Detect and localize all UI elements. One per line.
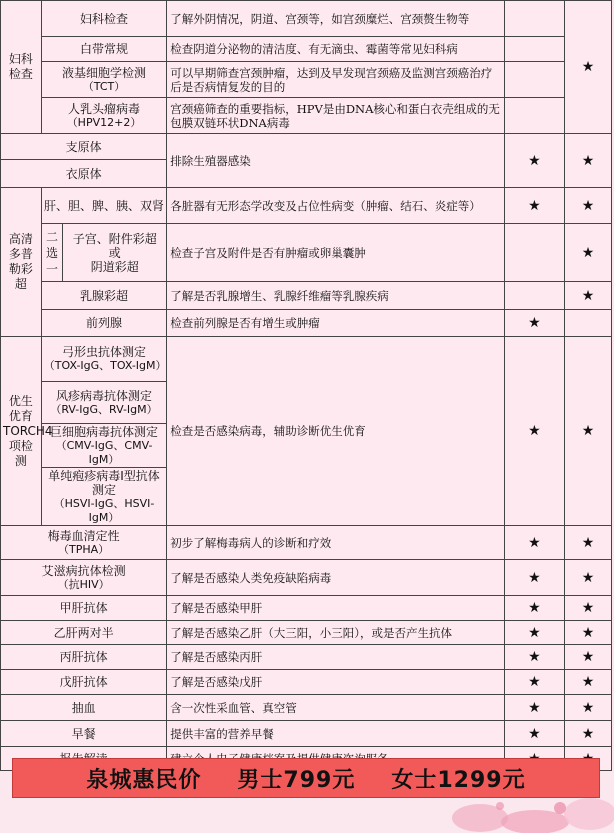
choose-one-label: 二选一 bbox=[41, 224, 62, 282]
item-code: （HSVI-IgG、HSVI-IgM） bbox=[53, 496, 155, 524]
male-price: 男士799元 bbox=[237, 767, 356, 793]
item-desc: 了解是否感染乙肝（大三阳，小三阳），或是否产生抗体 bbox=[167, 621, 505, 645]
male-cell bbox=[504, 224, 564, 282]
male-star: ★ bbox=[504, 621, 564, 645]
item-name: 风疹病毒抗体测定 bbox=[56, 388, 153, 403]
female-star: ★ bbox=[565, 224, 612, 282]
male-cell bbox=[504, 62, 564, 98]
table-row bbox=[1, 98, 612, 134]
category-torch: 优生优育TORCH4项检测 bbox=[1, 337, 42, 526]
table-row bbox=[1, 337, 612, 382]
male-star: ★ bbox=[504, 560, 564, 596]
female-cell bbox=[565, 310, 612, 337]
table-row bbox=[1, 188, 612, 224]
item-name: 戊肝抗体 bbox=[1, 670, 167, 695]
female-star: ★ bbox=[565, 645, 612, 670]
table-row bbox=[1, 310, 612, 337]
category-ultrasound: 高清多普勒彩超 bbox=[1, 188, 42, 337]
table-row bbox=[1, 526, 612, 560]
item-name: 乙肝两对半 bbox=[1, 621, 167, 645]
item-name: 艾滋病抗体检测 bbox=[41, 563, 126, 578]
item-name: 前列腺 bbox=[41, 310, 166, 337]
table-row bbox=[1, 695, 612, 721]
table-row bbox=[1, 621, 612, 645]
item-code: （CMV-IgG、CMV-IgM） bbox=[55, 438, 153, 466]
item-name: 肝、胆、脾、胰、双肾 bbox=[41, 188, 166, 224]
item-desc: 排除生殖器感染 bbox=[167, 134, 505, 188]
item-code: （TCT） bbox=[82, 79, 126, 93]
item-name: 巨细胞病毒抗体测定 bbox=[50, 424, 159, 439]
item-name-cell bbox=[41, 468, 166, 526]
table-row bbox=[1, 645, 612, 670]
item-desc: 检查子宫及附件是否有肿瘤或卵巢囊肿 bbox=[167, 224, 505, 282]
male-star: ★ bbox=[504, 526, 564, 560]
item-name-or: 或 bbox=[108, 245, 121, 260]
item-name: 单纯疱疹病毒Ⅰ型抗体 bbox=[48, 468, 160, 483]
female-star: ★ bbox=[565, 1, 612, 134]
item-name: 子宫、附件彩超 bbox=[72, 231, 157, 246]
male-star: ★ bbox=[504, 596, 564, 621]
male-star: ★ bbox=[504, 695, 564, 721]
item-desc: 了解外阴情况，阴道、宫颈等，如宫颈糜烂、宫颈赘生物等 bbox=[167, 1, 505, 37]
item-name-cont: 测定 bbox=[92, 482, 117, 497]
male-star: ★ bbox=[504, 337, 564, 526]
item-desc: 了解是否感染丙肝 bbox=[167, 645, 505, 670]
table-row bbox=[1, 670, 612, 695]
item-name: 弓形虫抗体测定 bbox=[62, 345, 147, 359]
item-name: 丙肝抗体 bbox=[1, 645, 167, 670]
item-desc: 检查是否感染病毒，辅助诊断优生优育 bbox=[167, 337, 505, 526]
table-row bbox=[1, 37, 612, 62]
female-star: ★ bbox=[565, 134, 612, 188]
item-name-cell bbox=[63, 224, 167, 282]
female-star: ★ bbox=[565, 695, 612, 721]
table-row bbox=[1, 721, 612, 747]
item-code: （抗HIV） bbox=[57, 577, 110, 591]
item-name-cell bbox=[41, 382, 166, 424]
item-desc: 检查前列腺是否有增生或肿瘤 bbox=[167, 310, 505, 337]
item-desc: 了解是否感染甲肝 bbox=[167, 596, 505, 621]
male-star: ★ bbox=[504, 134, 564, 188]
item-name-cell bbox=[41, 424, 166, 468]
item-name: 妇科检查 bbox=[41, 1, 166, 37]
item-desc: 检查阴道分泌物的清洁度、有无滴虫、霉菌等常见妇科病 bbox=[167, 37, 505, 62]
item-name: 支原体 bbox=[1, 134, 167, 160]
male-cell bbox=[504, 98, 564, 134]
table-row bbox=[1, 560, 612, 596]
female-star: ★ bbox=[565, 526, 612, 560]
item-code: （TOX-IgG、TOX-IgM） bbox=[43, 359, 167, 372]
item-name-alt: 阴道彩超 bbox=[90, 259, 139, 274]
male-star: ★ bbox=[504, 310, 564, 337]
item-code: （HPV12+2） bbox=[66, 115, 142, 129]
female-star: ★ bbox=[565, 670, 612, 695]
female-star: ★ bbox=[565, 188, 612, 224]
item-name: 甲肝抗体 bbox=[1, 596, 167, 621]
female-star: ★ bbox=[565, 721, 612, 747]
male-star: ★ bbox=[504, 721, 564, 747]
table-row bbox=[1, 1, 612, 37]
male-cell bbox=[504, 282, 564, 310]
female-star: ★ bbox=[565, 337, 612, 526]
item-name: 早餐 bbox=[1, 721, 167, 747]
item-desc: 初步了解梅毒病人的诊断和疗效 bbox=[167, 526, 505, 560]
female-star: ★ bbox=[565, 621, 612, 645]
table-row bbox=[1, 282, 612, 310]
table-row bbox=[1, 224, 612, 282]
male-star: ★ bbox=[504, 670, 564, 695]
item-name-cell bbox=[41, 337, 166, 382]
item-name: 抽血 bbox=[1, 695, 167, 721]
item-name-cell bbox=[1, 526, 167, 560]
table-row bbox=[1, 134, 612, 160]
item-desc: 提供丰富的营养早餐 bbox=[167, 721, 505, 747]
item-desc: 了解是否乳腺增生、乳腺纤维瘤等乳腺疾病 bbox=[167, 282, 505, 310]
table-row bbox=[1, 596, 612, 621]
male-cell bbox=[504, 1, 564, 37]
item-name-cell bbox=[41, 62, 166, 98]
item-name: 白带常规 bbox=[41, 37, 166, 62]
category-gyn: 妇科检查 bbox=[1, 1, 42, 134]
price-banner bbox=[12, 758, 600, 798]
item-name: 液基细胞学检测 bbox=[62, 65, 147, 80]
item-name-cell bbox=[1, 560, 167, 596]
flower-icon bbox=[440, 796, 614, 829]
item-name: 乳腺彩超 bbox=[41, 282, 166, 310]
female-star: ★ bbox=[565, 596, 612, 621]
item-code: （RV-IgG、RV-IgM） bbox=[50, 402, 158, 416]
female-star: ★ bbox=[565, 282, 612, 310]
item-desc: 含一次性采血管、真空管 bbox=[167, 695, 505, 721]
item-desc: 各脏器有无形态学改变及占位性病变（肿瘤、结石、炎症等） bbox=[167, 188, 505, 224]
item-name-cell bbox=[41, 98, 166, 134]
female-price: 女士1299元 bbox=[391, 767, 526, 793]
table-row bbox=[1, 62, 612, 98]
item-name: 衣原体 bbox=[1, 160, 167, 188]
item-desc: 了解是否感染戊肝 bbox=[167, 670, 505, 695]
item-code: （TPHA） bbox=[58, 542, 110, 556]
male-star: ★ bbox=[504, 188, 564, 224]
flower-decoration bbox=[440, 796, 614, 829]
banner-title: 泉城惠民价 bbox=[86, 767, 202, 793]
female-star: ★ bbox=[565, 560, 612, 596]
item-desc: 了解是否感染人类免疫缺陷病毒 bbox=[167, 560, 505, 596]
male-cell bbox=[504, 37, 564, 62]
item-desc: 可以早期筛查宫颈肿瘤，达到及早发现宫颈癌及监测宫颈癌治疗后是否病情复发的目的 bbox=[167, 62, 505, 98]
item-desc: 宫颈癌筛查的重要指标，HPV是由DNA核心和蛋白衣壳组成的无包膜双链环状DNA病毒 bbox=[167, 98, 505, 134]
item-name: 梅毒血清定性 bbox=[47, 528, 120, 543]
male-star: ★ bbox=[504, 645, 564, 670]
item-name: 人乳头瘤病毒 bbox=[68, 101, 141, 116]
